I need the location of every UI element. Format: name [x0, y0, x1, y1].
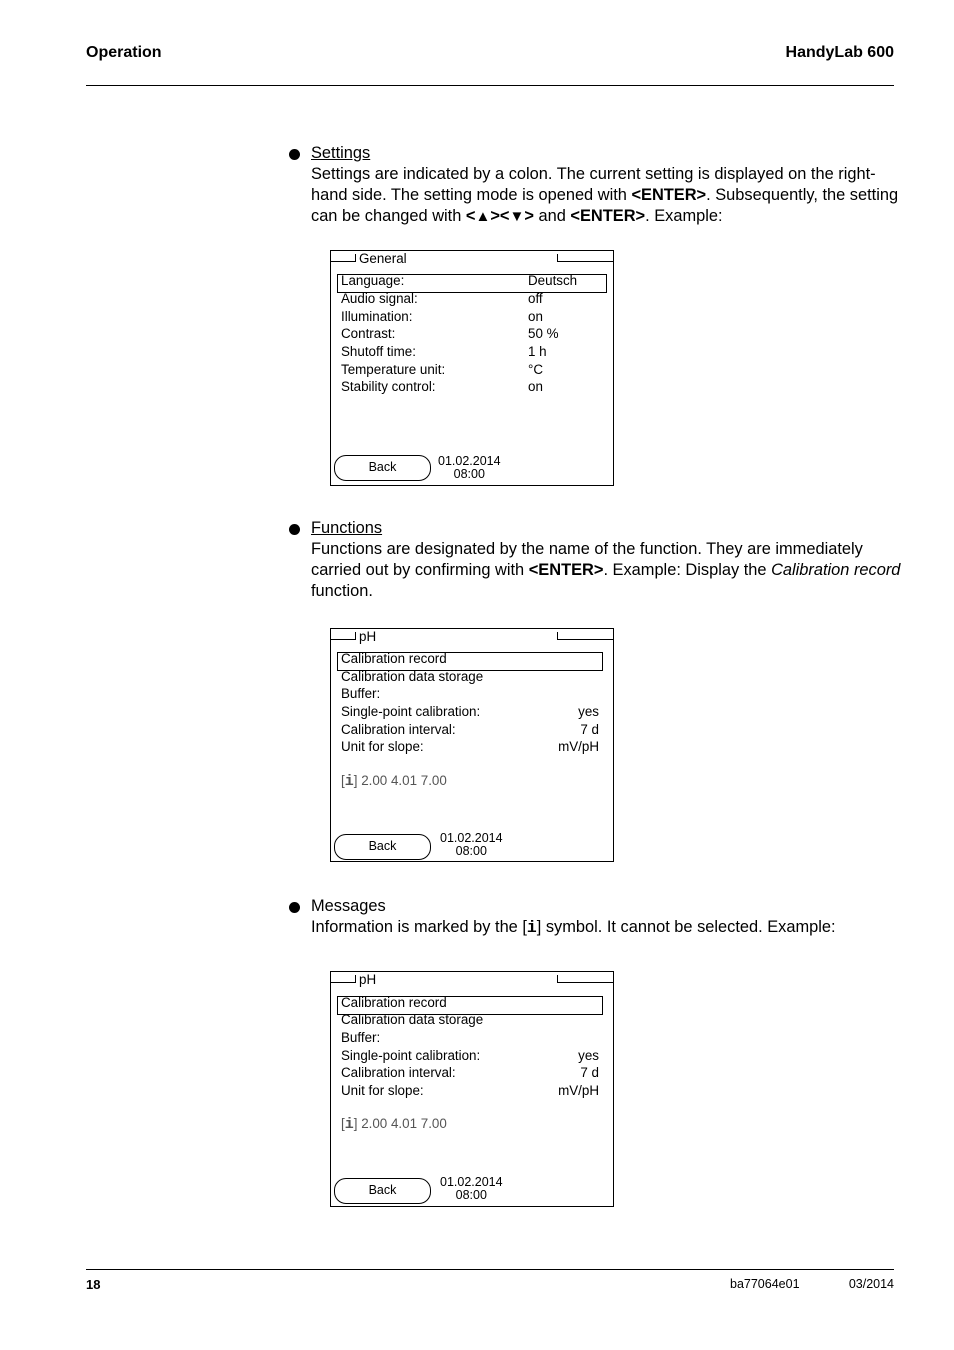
menu-row[interactable] [341, 1047, 599, 1065]
menu-label: Calibration interval: [341, 722, 456, 737]
enter-key: <ENTER> [528, 561, 604, 579]
settings-paragraph [311, 143, 901, 227]
tab-tick [355, 632, 356, 640]
menu-row[interactable] [341, 738, 599, 756]
datetime [438, 455, 501, 481]
info-text: ] 2.00 4.01 7.00 [353, 773, 447, 788]
tab-line [557, 639, 613, 640]
back-button[interactable]: Back [334, 1178, 431, 1204]
menu-row[interactable] [341, 703, 599, 721]
menu-label: Single-point calibration: [341, 704, 481, 719]
tab-title: General [359, 251, 407, 266]
setting-label: Contrast: [341, 326, 396, 341]
tab-line [557, 982, 613, 983]
menu-label: Calibration record [341, 651, 447, 666]
messages-text: ] symbol. It cannot be selected. Example: [536, 918, 836, 936]
info-bracket: [ [341, 773, 345, 788]
functions-heading: Functions [311, 519, 383, 537]
device-screen-ph-functions [330, 628, 614, 862]
menu-label: Calibration interval: [341, 1065, 456, 1080]
info-message [341, 773, 447, 790]
key-bracket: < [465, 207, 476, 225]
setting-value: off [528, 291, 543, 306]
messages-paragraph [311, 896, 901, 938]
device-screen-general [330, 250, 614, 486]
setting-value: 50 % [528, 326, 559, 341]
menu-label: Buffer: [341, 1030, 381, 1045]
document-date: 03/2014 [848, 1277, 894, 1291]
header-product: HandyLab 600 [785, 44, 894, 61]
setting-row[interactable] [341, 290, 599, 308]
menu-label: Unit for slope: [341, 739, 424, 754]
setting-label: Stability control: [341, 379, 436, 394]
info-message [341, 1116, 447, 1133]
menu-value: yes [578, 704, 599, 719]
setting-row[interactable] [341, 272, 599, 290]
menu-row[interactable] [341, 685, 599, 703]
bullet-icon [289, 149, 300, 160]
menu-row[interactable] [341, 1029, 599, 1047]
menu-value: 7 d [580, 1065, 599, 1080]
menu-label: Unit for slope: [341, 1083, 424, 1098]
bullet-icon [289, 524, 300, 535]
setting-label: Language: [341, 273, 405, 288]
time-text: 08:00 [455, 844, 487, 858]
info-bracket: [ [341, 1116, 345, 1131]
setting-value: Deutsch [528, 273, 578, 288]
functions-text: Functions are designated by the name of the function. They are immediately carried out by confirming with [311, 540, 863, 579]
menu-row[interactable] [341, 1011, 599, 1029]
enter-key: <ENTER> [570, 207, 646, 225]
info-icon: i [344, 1116, 354, 1133]
settings-text: . Subsequently, the setting can be changed with [311, 186, 899, 225]
menu-value: mV/pH [558, 739, 599, 754]
device-screen-ph-messages [330, 971, 614, 1207]
settings-text: and [533, 207, 571, 225]
tab-line [331, 982, 356, 983]
datetime [440, 832, 503, 858]
messages-heading: Messages [311, 897, 386, 915]
menu-row[interactable] [341, 650, 599, 668]
messages-text: Information is marked by the [ [311, 918, 527, 936]
tab-tick [355, 975, 356, 983]
setting-label: Illumination: [341, 309, 413, 324]
settings-heading: Settings [311, 144, 371, 162]
key-bracket: >< [490, 207, 510, 225]
tab-title: pH [359, 629, 377, 644]
menu-row[interactable] [341, 1064, 599, 1082]
header-section: Operation [86, 44, 162, 61]
functions-paragraph [311, 518, 901, 602]
time-text: 08:00 [455, 1188, 487, 1202]
datetime [440, 1176, 503, 1202]
settings-text: Settings are indicated by a colon. The current setting is displayed on the right-hand side. The setting mode is opened with [311, 165, 876, 204]
menu-label: Calibration record [341, 995, 447, 1010]
info-text: ] 2.00 4.01 7.00 [353, 1116, 447, 1131]
setting-value: on [528, 379, 543, 394]
date-text: 01.02.2014 [438, 454, 501, 468]
setting-value: °C [528, 362, 544, 377]
setting-value: on [528, 309, 543, 324]
up-arrow-icon: ▲ [475, 208, 491, 225]
settings-text: . Example: [645, 207, 723, 225]
function-name: Calibration record [771, 561, 901, 579]
document-id: ba77064e01 [730, 1277, 800, 1291]
menu-row[interactable] [341, 994, 599, 1012]
time-text: 08:00 [453, 467, 485, 481]
setting-label: Temperature unit: [341, 362, 446, 377]
menu-value: 7 d [580, 722, 599, 737]
menu-label: Single-point calibration: [341, 1048, 481, 1063]
menu-row[interactable] [341, 721, 599, 739]
tab-line [331, 639, 356, 640]
setting-row[interactable] [341, 325, 599, 343]
functions-text: function. [311, 582, 373, 600]
setting-value: 1 h [528, 344, 547, 359]
menu-label: Buffer: [341, 686, 381, 701]
enter-key: <ENTER> [631, 186, 707, 204]
date-text: 01.02.2014 [440, 1175, 503, 1189]
date-text: 01.02.2014 [440, 831, 503, 845]
functions-text: . Example: Display the [603, 561, 772, 579]
setting-row[interactable] [341, 308, 599, 326]
setting-row[interactable] [341, 378, 599, 396]
footer-divider [86, 1269, 894, 1270]
tab-line [557, 261, 613, 262]
header-divider [86, 85, 894, 86]
menu-value: yes [578, 1048, 599, 1063]
setting-row[interactable] [341, 343, 599, 361]
info-icon: i [344, 773, 354, 790]
down-arrow-icon: ▼ [509, 208, 525, 225]
menu-row[interactable] [341, 1082, 599, 1100]
info-icon: i [526, 918, 537, 937]
page-number: 18 [86, 1277, 101, 1292]
setting-row[interactable] [341, 361, 599, 379]
menu-row[interactable] [341, 668, 599, 686]
tab-tick [355, 254, 356, 262]
setting-label: Shutoff time: [341, 344, 416, 359]
menu-label: Calibration data storage [341, 1012, 484, 1027]
back-button[interactable]: Back [334, 834, 431, 860]
tab-title: pH [359, 972, 377, 987]
back-button[interactable]: Back [334, 455, 431, 481]
menu-value: mV/pH [558, 1083, 599, 1098]
tab-line [331, 261, 356, 262]
key-bracket: > [524, 207, 534, 225]
setting-label: Audio signal: [341, 291, 418, 306]
menu-label: Calibration data storage [341, 669, 484, 684]
bullet-icon [289, 902, 300, 913]
